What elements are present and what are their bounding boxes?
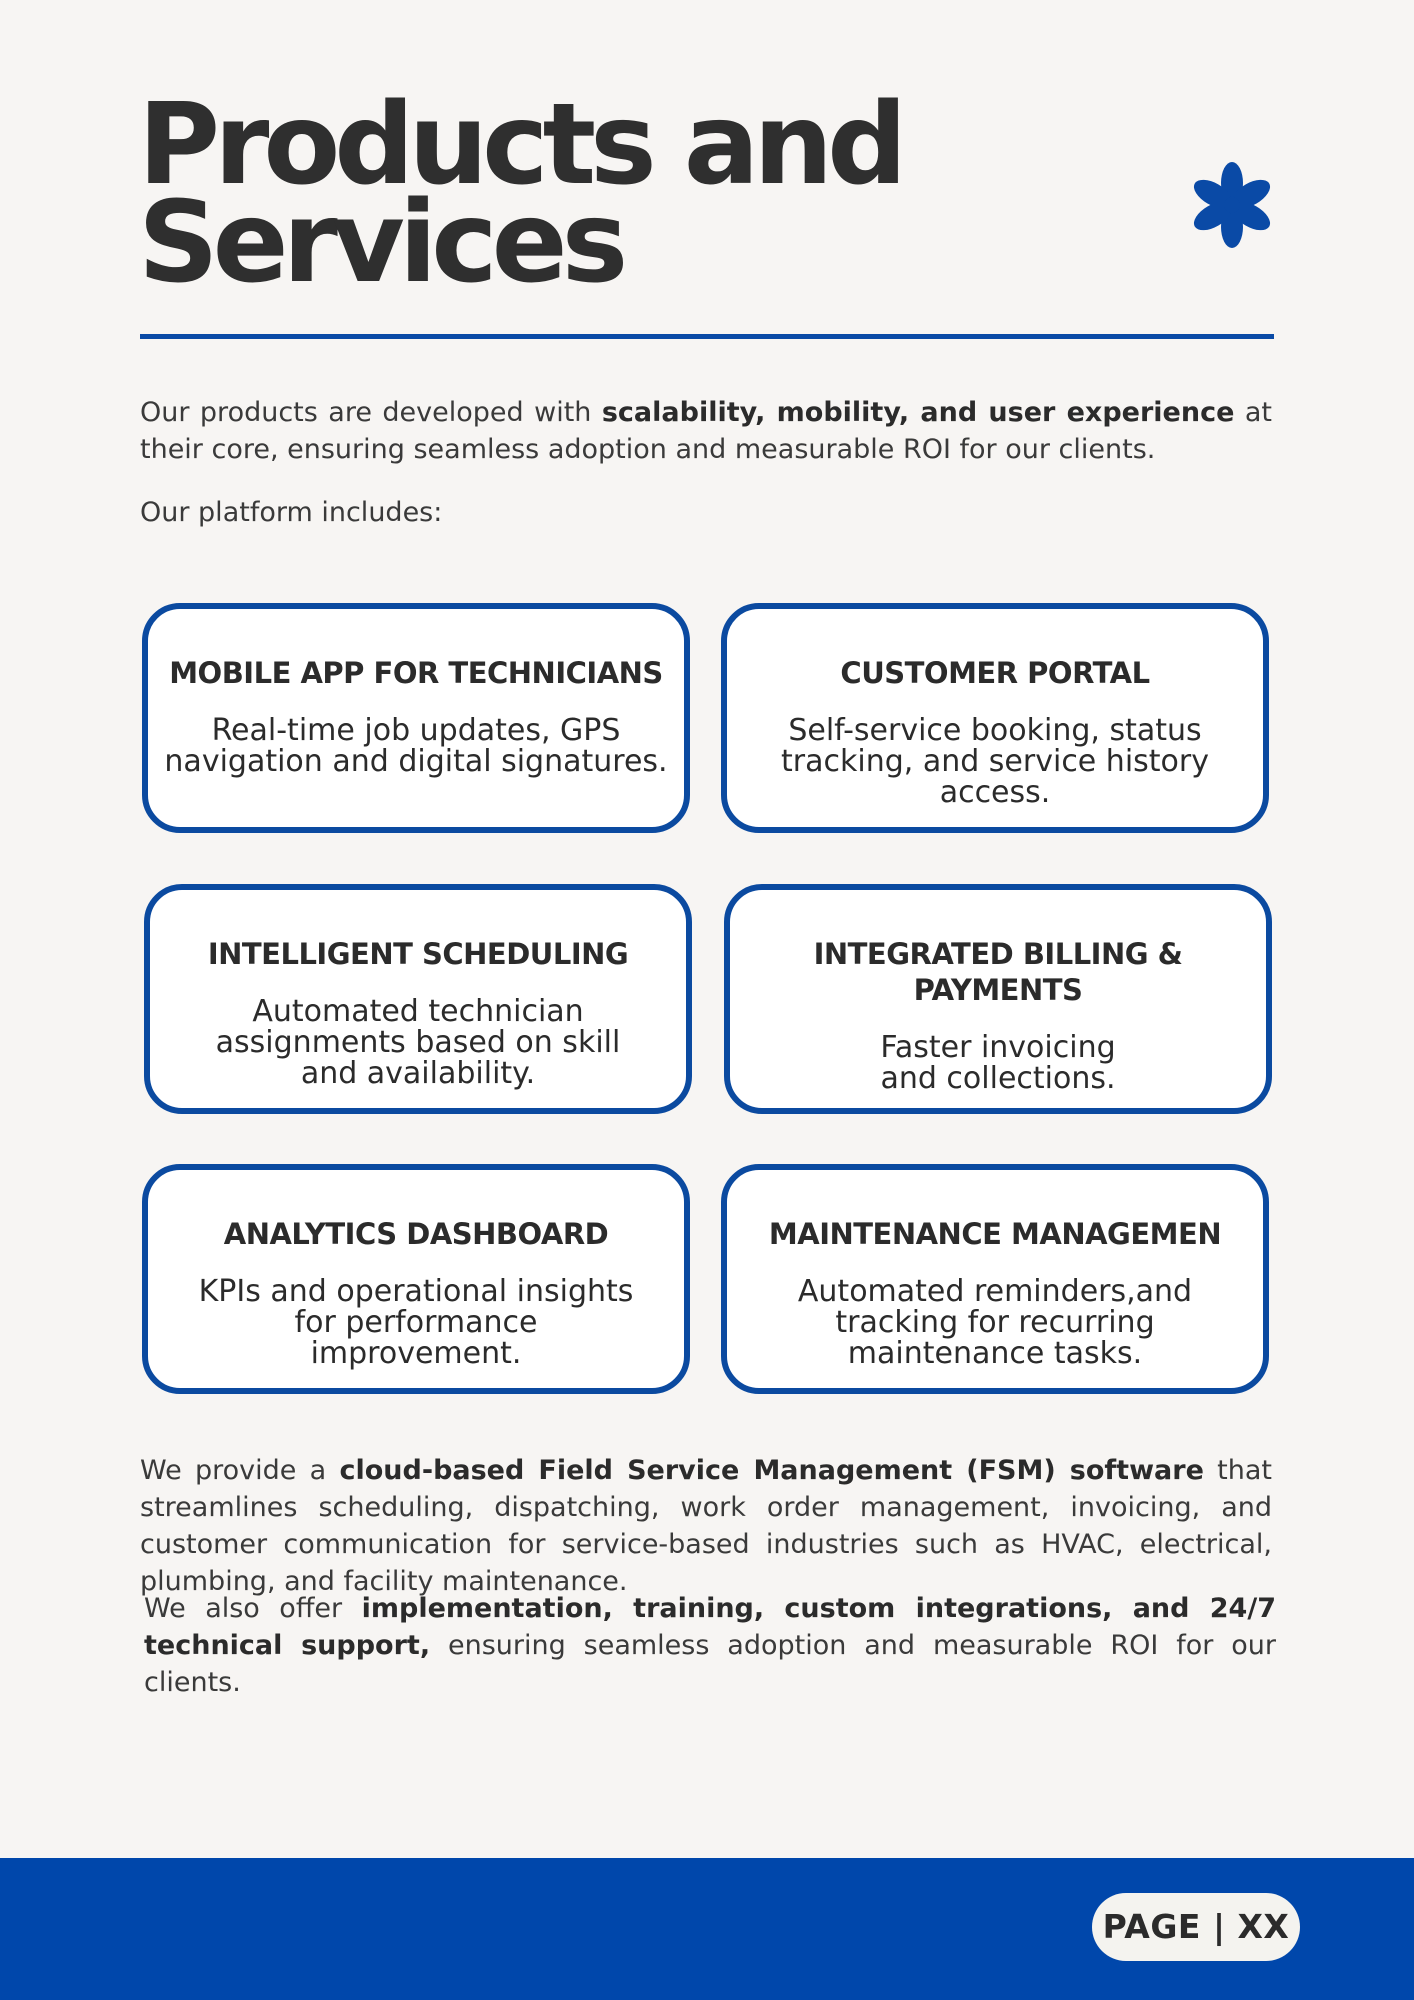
page-title-line-2: Services: [138, 178, 623, 308]
card-description: Automated technician assignments based on skill and availability.: [215, 994, 621, 1091]
card-title: ANALYTICS DASHBOARD: [223, 1217, 609, 1251]
platform-includes-label: Our platform includes:: [140, 497, 443, 528]
card-description: Self-service booking, status tracking, and service history access.: [781, 713, 1209, 810]
card-title: INTEGRATED BILLING & PAYMENTS: [813, 937, 1183, 1007]
card-title: INTELLIGENT SCHEDULING: [207, 937, 629, 971]
card-title: MAINTENANCE MANAGEMEN: [768, 1217, 1222, 1251]
services-text-bold: implementation, training, custom integrations, and 24/7 technical support,: [144, 1593, 1276, 1661]
card-billing-payments: [724, 884, 1272, 1114]
card-intelligent-scheduling: [144, 884, 692, 1114]
intro-text-bold: scalability, mobility, and user experience: [601, 397, 1235, 428]
intro-paragraph: [140, 394, 1272, 468]
card-description: Real-time job updates, GPS navigation and digital signatures.: [164, 713, 668, 779]
title-divider: [140, 334, 1274, 339]
page-title-line-1: Products and: [138, 80, 902, 210]
flower-asterisk-icon: [1190, 160, 1274, 250]
card-description: KPIs and operational insights for performance improvement.: [198, 1274, 634, 1371]
card-description: Automated reminders,and tracking for recurring maintenance tasks.: [797, 1274, 1193, 1371]
card-title: CUSTOMER PORTAL: [840, 656, 1150, 690]
card-mobile-app: [142, 603, 690, 833]
card-analytics-dashboard: [142, 1164, 690, 1394]
fsm-text-start: We provide a: [140, 1455, 340, 1486]
page-title: [138, 80, 902, 308]
intro-text-end: at their core, ensuring seamless adoption and measurable ROI for our clients.: [140, 397, 1272, 465]
fsm-paragraph: [140, 1452, 1272, 1600]
fsm-text-bold: cloud-based Field Service Management (FSM) software: [339, 1455, 1204, 1486]
services-text-start: We also offer: [144, 1593, 362, 1624]
card-description: Faster invoicing and collections.: [880, 1030, 1116, 1096]
card-title: MOBILE APP FOR TECHNICIANS: [169, 656, 663, 690]
page-number-badge: PAGE | XX: [1092, 1893, 1300, 1961]
card-maintenance-management: [721, 1164, 1269, 1394]
services-paragraph: [144, 1590, 1276, 1701]
fsm-text-end: that streamlines scheduling, dispatching, work order management, invoicing, and customer communication for service-based industries such as HVAC, electrical, plumbing, and facility maintenance.: [140, 1455, 1272, 1597]
intro-text-start: Our products are developed with: [140, 397, 602, 428]
card-customer-portal: [721, 603, 1269, 833]
services-text-end: ensuring seamless adoption and measurable ROI for our clients.: [144, 1630, 1276, 1698]
